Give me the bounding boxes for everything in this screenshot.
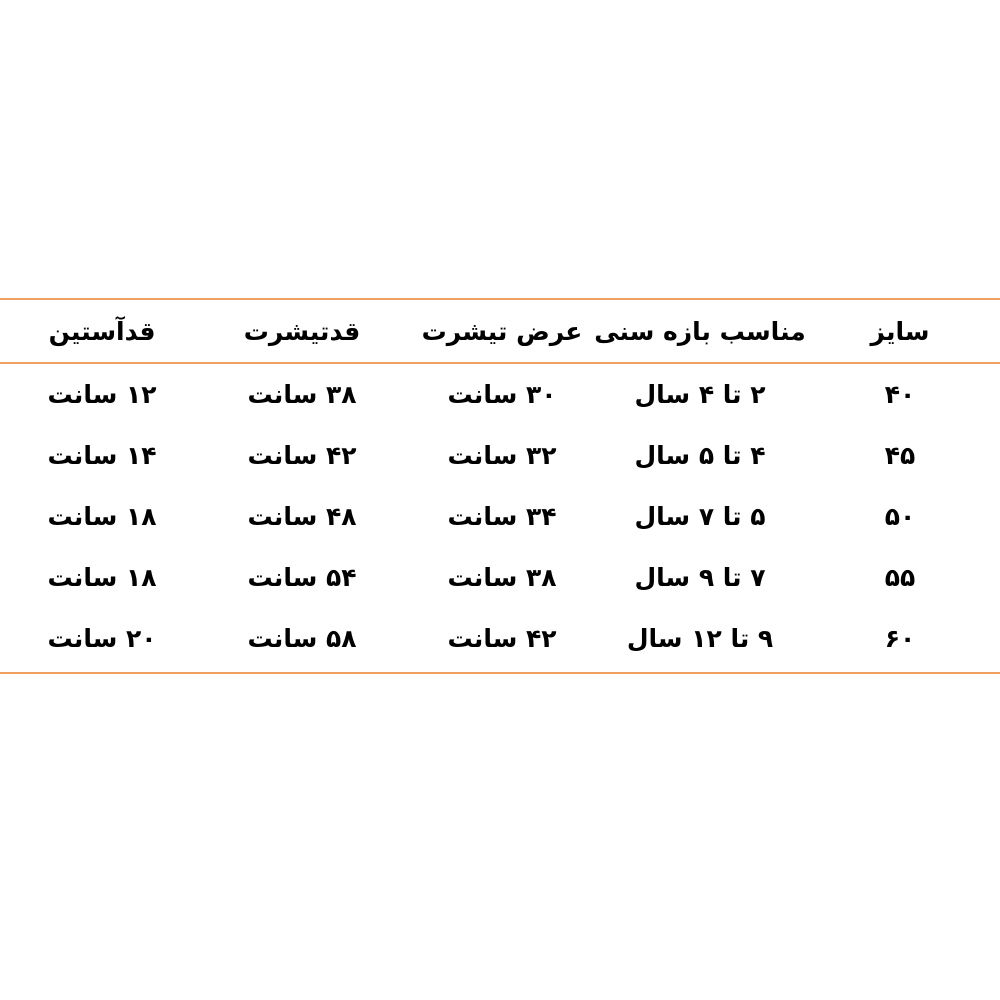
header-shirt-length: قدتیشرت [243, 316, 361, 346]
header-age-range: مناسب بازه سنی [594, 316, 806, 346]
table-row [0, 486, 1000, 547]
cell-sleeve-length: ۲۰ سانت [47, 624, 157, 653]
cell-age-range: ۹ تا ۱۲ سال [626, 624, 774, 653]
cell-shirt-length: ۴۲ سانت [247, 441, 357, 470]
cell-sleeve-length: ۱۸ سانت [47, 502, 157, 531]
cell-size: ۶۰ [884, 624, 916, 653]
cell-shirt-length: ۳۸ سانت [247, 380, 357, 409]
cell-shirt-length: ۴۸ سانت [247, 502, 357, 531]
size-chart-table [0, 298, 1000, 674]
table-row [0, 425, 1000, 486]
cell-sleeve-length: ۱۴ سانت [47, 441, 157, 470]
table-row [0, 364, 1000, 425]
cell-size: ۵۵ [884, 563, 916, 592]
cell-shirt-length: ۵۸ سانت [247, 624, 357, 653]
cell-age-range: ۴ تا ۵ سال [634, 441, 766, 470]
cell-shirt-width: ۳۰ سانت [447, 380, 557, 409]
cell-sleeve-length: ۱۲ سانت [47, 380, 157, 409]
cell-shirt-length: ۵۴ سانت [247, 563, 357, 592]
cell-age-range: ۲ تا ۴ سال [634, 380, 766, 409]
header-size: سایز [870, 316, 930, 346]
cell-age-range: ۷ تا ۹ سال [634, 563, 766, 592]
cell-shirt-width: ۳۴ سانت [447, 502, 557, 531]
table-row [0, 608, 1000, 669]
cell-size: ۴۰ [884, 380, 916, 409]
header-shirt-width: عرض تیشرت [421, 316, 583, 346]
cell-shirt-width: ۳۲ سانت [447, 441, 557, 470]
cell-shirt-width: ۳۸ سانت [447, 563, 557, 592]
table-header-row [0, 300, 1000, 364]
cell-size: ۴۵ [884, 441, 916, 470]
table-row [0, 547, 1000, 608]
cell-sleeve-length: ۱۸ سانت [47, 563, 157, 592]
cell-age-range: ۵ تا ۷ سال [634, 502, 766, 531]
cell-shirt-width: ۴۲ سانت [447, 624, 557, 653]
header-sleeve-length: قدآستین [48, 316, 156, 346]
cell-size: ۵۰ [884, 502, 916, 531]
